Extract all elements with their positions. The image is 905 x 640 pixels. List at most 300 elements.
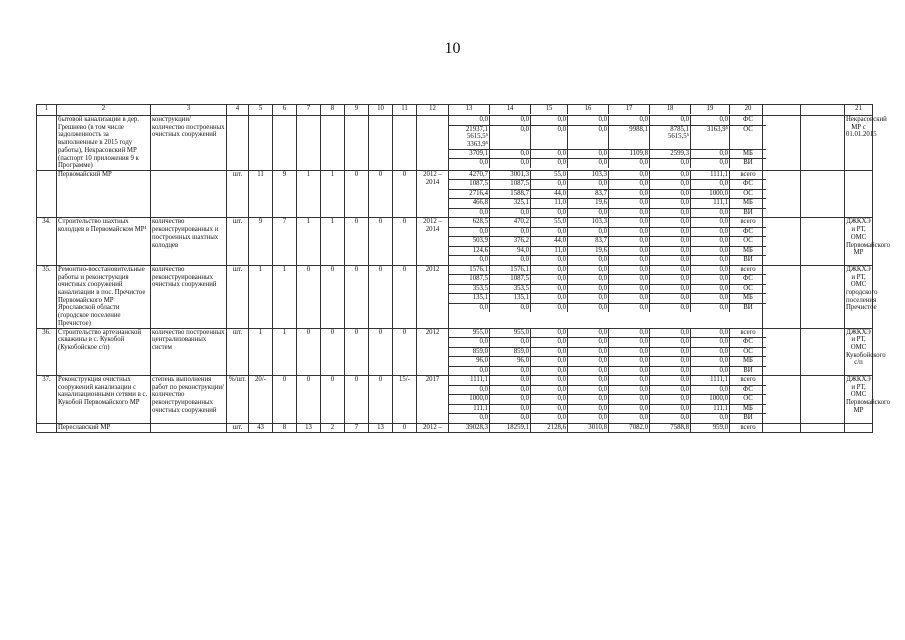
financing-value: 859,0 [490, 347, 531, 357]
financing-value: 0,0 [650, 329, 691, 338]
financing-value: 0,0 [531, 149, 568, 159]
financing-value: 1087,5 [449, 180, 490, 190]
financing-value: 0,0 [490, 116, 531, 125]
financing-source: ВИ [743, 208, 753, 216]
financing-value: 0,0 [691, 149, 730, 159]
row-period: 2012 – 2014 [417, 218, 449, 266]
row-executor [845, 423, 873, 433]
row-period: 2012 [417, 328, 449, 376]
financing-value: 0,0 [568, 347, 609, 357]
financing-value: 0,0 [691, 256, 730, 265]
financing-value: 3001,3 [490, 171, 531, 180]
table-row [37, 170, 873, 218]
row-value: 9 [273, 170, 297, 218]
row-executor: ДЖКХЭ и РТ, ОМС Кукобойского с/п [845, 328, 873, 376]
financing-value: 0,0 [609, 171, 650, 180]
row-indicator [151, 170, 227, 218]
financing-value: 1576,1 [490, 266, 531, 275]
financing-value: 0,0 [609, 385, 650, 395]
header-cell: 20 [744, 105, 752, 112]
row-value: 11 [249, 170, 273, 218]
row-empty [801, 116, 845, 171]
financing-value: 0,0 [568, 395, 609, 405]
financing-value: 0,0 [490, 376, 531, 385]
financing-value: 0,0 [609, 414, 650, 423]
financing-value: 0,0 [691, 284, 730, 294]
financing-source: ВИ [743, 303, 753, 311]
financing-value: 0,0 [568, 227, 609, 237]
financing-value: 0,0 [568, 303, 609, 312]
financing-value: 0,0 [449, 414, 490, 423]
header-cell: 4 [227, 105, 249, 116]
row-value: 1 [321, 170, 345, 218]
financing-value: 0,0 [531, 329, 568, 338]
financing-value: 0,0 [691, 237, 730, 247]
row-indicator [151, 423, 227, 433]
financing-value: 0,0 [650, 199, 691, 209]
financing-source: ОС [730, 284, 767, 294]
financing-value: 0,0 [609, 275, 650, 285]
financing-value: 0,0 [609, 218, 650, 227]
header-cell: 2 [57, 105, 151, 116]
row-name: Ремонтно-восстановительные работы и реконструкция очистных сооружений канализации в пос. Пречистое Первомайского МР Ярославской области (городское поселение Пречистое) [57, 265, 151, 328]
financing-value: 0,0 [490, 227, 531, 237]
row-value [345, 116, 369, 171]
row-empty [763, 170, 801, 218]
row-financing [449, 265, 763, 328]
financing-value: 1111,1 [691, 171, 730, 180]
financing-value: 44,0 [531, 189, 568, 199]
financing-value: 0,0 [650, 347, 691, 357]
financing-value: 0,0 [531, 414, 568, 423]
header-cell: 18 [650, 105, 691, 114]
financing-value: 1111,1 [449, 376, 490, 385]
row-unit: %/шт. [227, 376, 249, 424]
row-value [249, 116, 273, 171]
financing-value: 0,0 [490, 366, 531, 375]
financing-value: 2716,4 [449, 189, 490, 199]
header-cell: 15 [531, 105, 568, 114]
row-number: 34. [37, 218, 57, 266]
row-number [37, 423, 57, 433]
row-value: 0 [369, 170, 393, 218]
financing-source: ФС [730, 385, 767, 395]
row-financing [449, 376, 763, 424]
row-name: Первомайский МР [57, 170, 151, 218]
financing-value: 0,0 [609, 159, 650, 168]
row-financing [449, 218, 763, 266]
financing-value: 0,0 [650, 376, 691, 385]
header-cell: 1 [37, 105, 57, 116]
financing-value: 1111,1 [691, 376, 730, 385]
financing-value: 0,0 [568, 329, 609, 338]
row-value: 0 [297, 328, 321, 376]
financing-value: 0,0 [650, 366, 691, 375]
financing-value: 11,0 [531, 246, 568, 256]
financing-grid [449, 424, 766, 433]
row-empty [801, 423, 845, 433]
row-name: Строительство артезианской скважины в с. Кукобой (Кукобойское с/п) [57, 328, 151, 376]
financing-value: 0,0 [490, 125, 531, 149]
header-cell: 8 [321, 105, 345, 116]
row-executor: ДЖКХЭ и РТ, ОМС Первомайского МР [845, 218, 873, 266]
financing-grid [449, 218, 766, 265]
financing-value: 8785,1 5615,5⁵ [650, 125, 691, 149]
financing-value: 0,0 [531, 116, 568, 125]
row-unit: шт. [227, 423, 249, 433]
row-value: 0 [369, 328, 393, 376]
row-value [369, 116, 393, 171]
financing-value: 7082,0 [609, 424, 650, 433]
financing-value: 0,0 [490, 256, 531, 265]
header-cell: 9 [345, 105, 369, 116]
financing-value: 0,0 [531, 357, 568, 367]
financing-source: МБ [730, 199, 767, 209]
financing-value: 96,0 [490, 357, 531, 367]
row-value [273, 116, 297, 171]
financing-source: всего [740, 423, 756, 431]
financing-value: 0,0 [449, 385, 490, 395]
financing-value: 83,7 [568, 237, 609, 247]
row-executor [845, 170, 873, 218]
row-unit: шт. [227, 265, 249, 328]
financing-source: ОС [730, 125, 767, 149]
table-row [37, 265, 873, 328]
financing-value: 0,0 [650, 116, 691, 125]
financing-source: ВИ [743, 256, 753, 264]
financing-value: 0,0 [568, 275, 609, 285]
header-cell: 17 [609, 105, 650, 114]
financing-value: 0,0 [531, 256, 568, 265]
financing-value: 0,0 [490, 208, 531, 217]
financing-value: 628,5 [449, 218, 490, 227]
row-value: 0 [369, 265, 393, 328]
header-cell: 14 [490, 105, 531, 114]
row-executor: Некрасовский МР с 01.01.2015 [845, 116, 873, 171]
financing-value: 0,0 [650, 338, 691, 348]
financing-value: 18259,1 [490, 424, 531, 433]
financing-value: 21937,1 5615,5⁵ 3363,9⁵ [449, 125, 490, 149]
row-value: 0 [345, 170, 369, 218]
row-empty [763, 376, 801, 424]
financing-grid [449, 171, 766, 218]
financing-value: 0,0 [609, 338, 650, 348]
financing-value: 0,0 [650, 218, 691, 227]
financing-value: 0,0 [650, 159, 691, 168]
financing-value: 0,0 [691, 116, 730, 125]
financing-value: 55,0 [531, 218, 568, 227]
financing-value: 0,0 [531, 125, 568, 149]
financing-value: 466,8 [449, 199, 490, 209]
financing-value: 0,0 [650, 227, 691, 237]
financing-value: 0,0 [531, 303, 568, 312]
financing-value: 1588,7 [490, 189, 531, 199]
financing-value: 0,0 [609, 329, 650, 338]
financing-value: 0,0 [609, 376, 650, 385]
financing-value: 2599,3 [650, 149, 691, 159]
financing-value: 955,0 [490, 329, 531, 338]
financing-value: 0,0 [531, 366, 568, 375]
financing-value: 0,0 [531, 338, 568, 348]
financing-value: 0,0 [691, 227, 730, 237]
financing-value: 0,0 [531, 227, 568, 237]
financing-value: 0,0 [650, 256, 691, 265]
header-cell: 21 [845, 105, 873, 116]
row-empty [801, 170, 845, 218]
row-value: 1 [321, 218, 345, 266]
financing-value: 0,0 [449, 303, 490, 312]
row-period [417, 116, 449, 171]
financing-source: МБ [730, 404, 767, 414]
financing-value: 0,0 [568, 149, 609, 159]
financing-value: 0,0 [531, 376, 568, 385]
financing-value: 0,0 [691, 338, 730, 348]
financing-value: 0,0 [531, 284, 568, 294]
financing-value: 0,0 [449, 256, 490, 265]
financing-source: ФС [730, 180, 767, 190]
row-value: 1 [249, 265, 273, 328]
financing-value: 0,0 [568, 414, 609, 423]
row-number: 37. [37, 376, 57, 424]
financing-value: 0,0 [568, 284, 609, 294]
financing-value: 0,0 [449, 227, 490, 237]
financing-value: 353,5 [490, 284, 531, 294]
financing-source: всего [730, 376, 767, 385]
header-cell: 13 [449, 105, 490, 114]
financing-value: 0,0 [691, 266, 730, 275]
header-cell: 3 [151, 105, 227, 116]
row-empty [763, 218, 801, 266]
financing-grid [449, 116, 766, 168]
financing-value: 0,0 [531, 404, 568, 414]
financing-value: 0,0 [609, 227, 650, 237]
financing-source: всего [730, 329, 767, 338]
financing-value: 859,0 [449, 347, 490, 357]
financing-value: 111,1 [691, 199, 730, 209]
row-value [321, 116, 345, 171]
row-value: 2 [321, 423, 345, 433]
financing-value: 3010,8 [568, 424, 609, 433]
financing-source: ФС [730, 338, 767, 348]
row-value: 0 [321, 265, 345, 328]
financing-value: 0,0 [650, 266, 691, 275]
financing-grid [449, 266, 766, 313]
financing-value: 955,0 [449, 329, 490, 338]
financing-value: 0,0 [568, 366, 609, 375]
row-financing [449, 423, 763, 433]
financing-value: 0,0 [691, 414, 730, 423]
financing-value: 0,0 [609, 266, 650, 275]
row-value: 0 [297, 376, 321, 424]
financing-source: ОС [730, 189, 767, 199]
header-fin-grid [449, 105, 766, 114]
row-value: 7 [345, 423, 369, 433]
row-value: 1 [297, 170, 321, 218]
row-value: 15/- [393, 376, 417, 424]
row-indicator: количество построенных централизованных систем [151, 328, 227, 376]
financing-value: 0,0 [650, 294, 691, 304]
financing-source: ОС [730, 347, 767, 357]
row-period: 2012 [417, 265, 449, 328]
financing-value: 0,0 [650, 284, 691, 294]
row-name: Реконструкция очистных сооружений канализации с канализационными сетями в с. Кукобой Первомайского МР [57, 376, 151, 424]
financing-value: 325,1 [490, 199, 531, 209]
financing-value: 0,0 [490, 303, 531, 312]
row-empty [763, 265, 801, 328]
financing-value: 39028,3 [449, 424, 490, 433]
financing-value: 3163,9⁵ [691, 125, 730, 149]
row-value: 13 [297, 423, 321, 433]
row-number: 36. [37, 328, 57, 376]
page-number: 10 [444, 40, 461, 57]
financing-source: ОС [730, 237, 767, 247]
financing-value: 0,0 [650, 208, 691, 217]
financing-value: 0,0 [609, 357, 650, 367]
financing-value: 1000,0 [691, 395, 730, 405]
financing-value: 0,0 [691, 246, 730, 256]
row-value: 1 [273, 265, 297, 328]
financing-value: 11,0 [531, 199, 568, 209]
financing-value: 0,0 [490, 385, 531, 395]
financing-source: МБ [730, 294, 767, 304]
row-value: 7 [273, 218, 297, 266]
row-value: 0 [369, 376, 393, 424]
row-period: 2017 [417, 376, 449, 424]
financing-value: 0,0 [531, 180, 568, 190]
row-empty [763, 328, 801, 376]
row-value: 9 [249, 218, 273, 266]
table-row [37, 116, 873, 171]
financing-source: всего [730, 171, 767, 180]
row-number [37, 170, 57, 218]
financing-value: 0,0 [531, 294, 568, 304]
financing-value: 19,6 [568, 246, 609, 256]
financing-value: 19,6 [568, 199, 609, 209]
header-cell: 16 [568, 105, 609, 114]
row-value [393, 116, 417, 171]
financing-source: ОС [730, 395, 767, 405]
financing-source: ФС [730, 116, 767, 125]
row-unit: шт. [227, 218, 249, 266]
financing-value: 0,0 [568, 294, 609, 304]
row-executor: ДЖКХЭ и РТ, ОМС городского поселения Пречистое [845, 265, 873, 328]
financing-value: 0,0 [490, 159, 531, 168]
financing-value: 1087,5 [449, 275, 490, 285]
financing-value: 0,0 [609, 284, 650, 294]
row-value: 8 [273, 423, 297, 433]
financing-value: 0,0 [691, 159, 730, 168]
financing-value: 0,0 [449, 338, 490, 348]
financing-value: 0,0 [650, 189, 691, 199]
financing-source: всего [730, 266, 767, 275]
row-empty [801, 265, 845, 328]
financing-value: 0,0 [449, 116, 490, 125]
row-number [37, 116, 57, 171]
financing-value: 0,0 [650, 303, 691, 312]
financing-source: ФС [730, 227, 767, 237]
row-name: Строительство шахтных колодцев в Первомайском МР¹ [57, 218, 151, 266]
row-period: 2012 – [417, 423, 449, 433]
row-name: бытовой канализации в дер. Грешнево (в том числе задолженность за выполненные в 2015 году работы), Некрасовский МР (паспорт 10 приложения 9 к Программе) [57, 116, 151, 171]
financing-value: 0,0 [650, 171, 691, 180]
financing-value: 0,0 [609, 180, 650, 190]
financing-source: МБ [730, 357, 767, 367]
financing-source: ВИ [743, 159, 753, 167]
financing-source: ВИ [743, 414, 753, 422]
row-value: 0 [345, 376, 369, 424]
financing-value: 0,0 [609, 366, 650, 375]
row-value: 0 [393, 218, 417, 266]
row-empty [801, 218, 845, 266]
financing-value: 94,0 [490, 246, 531, 256]
financing-value: 0,0 [650, 237, 691, 247]
financing-value: 0,0 [650, 275, 691, 285]
financing-source: МБ [730, 246, 767, 256]
financing-value: 0,0 [531, 275, 568, 285]
financing-value: 124,6 [449, 246, 490, 256]
financing-value: 0,0 [531, 347, 568, 357]
row-value: 0 [393, 328, 417, 376]
row-value: 20/- [249, 376, 273, 424]
financing-value: 0,0 [568, 180, 609, 190]
financing-value: 0,0 [568, 385, 609, 395]
financing-value: 0,0 [691, 180, 730, 190]
financing-value: 0,0 [449, 366, 490, 375]
financing-source: ВИ [743, 366, 753, 374]
row-empty [801, 328, 845, 376]
financing-value: 0,0 [568, 256, 609, 265]
financing-source: всего [730, 218, 767, 227]
financing-value: 3709,1 [449, 149, 490, 159]
financing-value: 0,0 [531, 395, 568, 405]
financing-value: 0,0 [531, 385, 568, 395]
financing-value: 0,0 [490, 404, 531, 414]
financing-value: 0,0 [691, 294, 730, 304]
financing-value: 0,0 [449, 159, 490, 168]
financing-value: 0,0 [568, 376, 609, 385]
header-cell: 7 [297, 105, 321, 116]
row-unit [227, 116, 249, 171]
row-value: 0 [345, 218, 369, 266]
financing-value: 1000,0 [691, 189, 730, 199]
financing-value: 0,0 [568, 159, 609, 168]
row-unit: шт. [227, 328, 249, 376]
financing-value: 2128,6 [531, 424, 568, 433]
row-value: 0 [321, 328, 345, 376]
header-cell: 6 [273, 105, 297, 116]
financing-value: 0,0 [490, 395, 531, 405]
row-indicator: количество реконструированных и построенных шахтных колодцев [151, 218, 227, 266]
row-indicator: конструкции/ количество построенных очистных сооружений [151, 116, 227, 171]
row-financing [449, 170, 763, 218]
financing-value: 0,0 [490, 414, 531, 423]
table-row [37, 376, 873, 424]
financing-value: 503,9 [449, 237, 490, 247]
row-value: 0 [321, 376, 345, 424]
row-value: 0 [369, 218, 393, 266]
table-row [37, 423, 873, 433]
header-cell [801, 105, 845, 116]
financing-value: 959,0 [691, 424, 730, 433]
row-financing [449, 328, 763, 376]
financing-source: МБ [730, 149, 767, 159]
financing-value: 0,0 [650, 404, 691, 414]
financing-value: 96,0 [449, 357, 490, 367]
row-value: 0 [345, 328, 369, 376]
program-table [36, 104, 891, 433]
row-financing [449, 116, 763, 171]
financing-value: 1087,5 [490, 275, 531, 285]
